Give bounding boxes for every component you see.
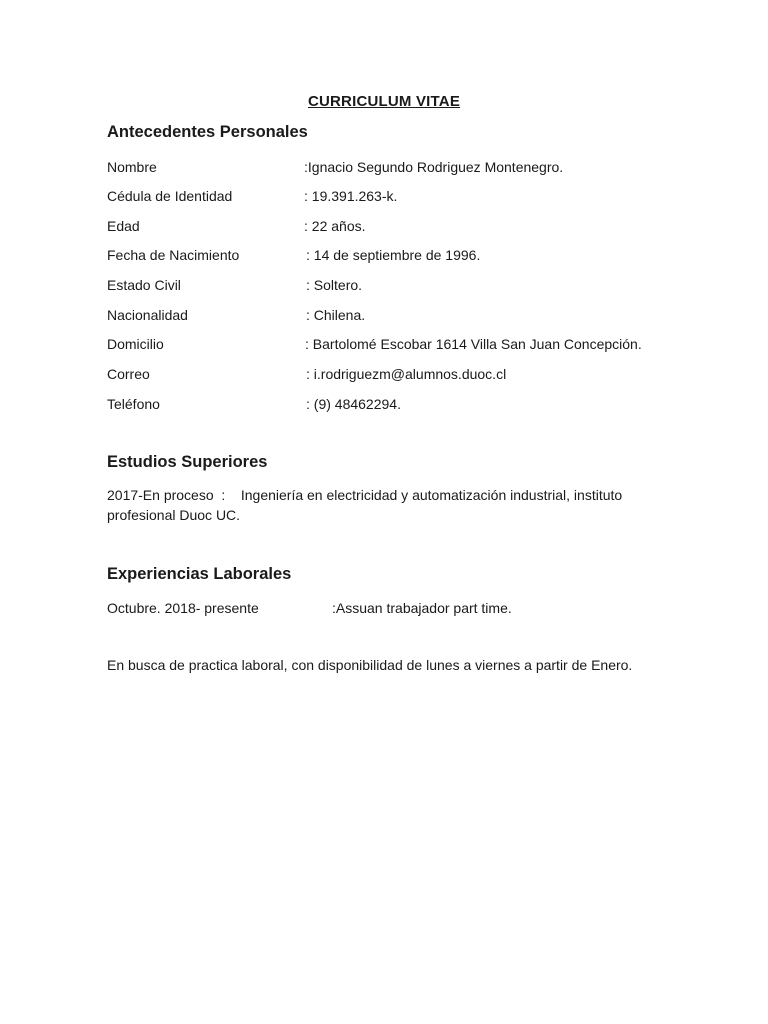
value-phone: : (9) 48462294. <box>306 396 401 412</box>
label-nationality: Nacionalidad <box>107 307 188 323</box>
label-name: Nombre <box>107 159 157 175</box>
studies-text: 2017-En proceso : Ingeniería en electricidad y automatización industrial, instituto profesional Duoc UC. <box>107 487 627 523</box>
value-birthdate: : 14 de septiembre de 1996. <box>306 247 481 263</box>
label-age: Edad <box>107 218 140 234</box>
label-civil-status: Estado Civil <box>107 277 181 293</box>
section-heading-studies: Estudios Superiores <box>107 453 268 471</box>
value-civil-status: : Soltero. <box>306 277 363 293</box>
page-title: CURRICULUM VITAE <box>307 93 461 110</box>
section-heading-experience: Experiencias Laborales <box>107 565 292 583</box>
label-address: Domicilio <box>107 336 164 352</box>
value-id: : 19.391.263-k. <box>304 188 398 204</box>
value-name: :Ignacio Segundo Rodriguez Montenegro. <box>304 159 564 175</box>
value-nationality: : Chilena. <box>306 307 366 323</box>
section-heading-personal: Antecedentes Personales <box>107 123 308 141</box>
label-birthdate: Fecha de Nacimiento <box>107 247 240 263</box>
experience-period: Octubre. 2018- presente <box>107 600 259 616</box>
value-email: : i.rodriguezm@alumnos.duoc.cl <box>306 366 507 382</box>
availability-note: En busca de practica laboral, con disponibilidad de lunes a viernes a partir de Enero. <box>107 657 633 673</box>
label-id: Cédula de Identidad <box>107 188 233 204</box>
label-email: Correo <box>107 366 150 382</box>
value-age: : 22 años. <box>304 218 366 234</box>
label-phone: Teléfono <box>107 396 160 412</box>
value-address: : Bartolomé Escobar 1614 Villa San Juan Concepción. <box>305 336 642 352</box>
experience-detail: :Assuan trabajador part time. <box>332 600 512 616</box>
